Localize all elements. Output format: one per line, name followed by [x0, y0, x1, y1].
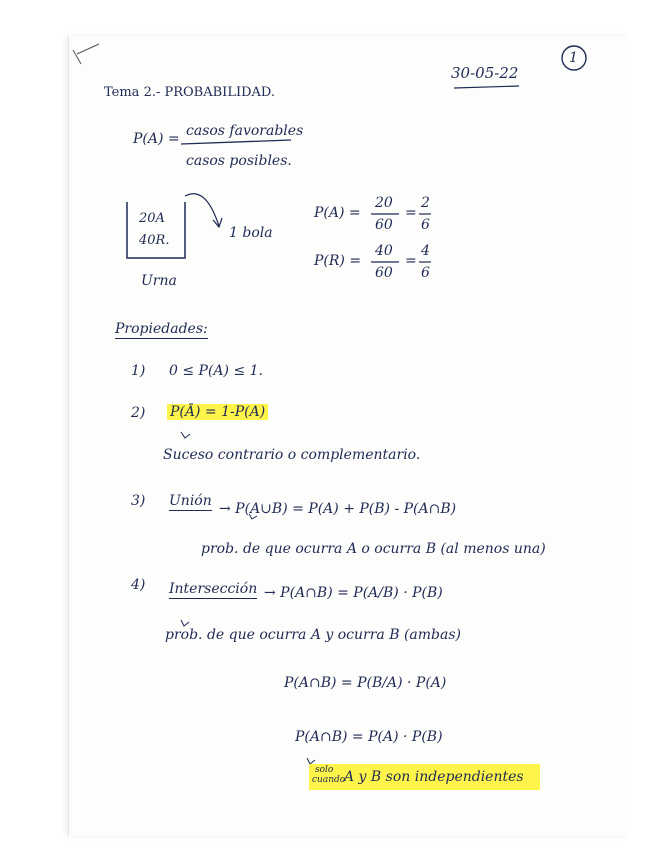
condition-small-1: solo [315, 765, 334, 775]
condition-small-2: cuando [312, 775, 346, 785]
page-title: Tema 2.- PROBABILIDAD. [104, 85, 275, 100]
property-1-text: 0 ≤ P(A) ≤ 1. [169, 363, 263, 379]
property-4-number: 4) [131, 577, 146, 593]
pr-lhs: P(R) = [314, 253, 362, 269]
pr-res-den: 6 [421, 265, 430, 281]
property-3-label: Unión [169, 493, 212, 509]
pa-lhs: P(A) = [314, 205, 361, 221]
property-4-label: Intersección [169, 581, 258, 597]
handwriting-strokes [69, 36, 629, 836]
property-4-formula: → P(A∩B) = P(A/B) · P(B) [264, 585, 443, 601]
property-2-note: Suceso contrario o complementario. [163, 447, 421, 463]
urn-caption: Urna [141, 273, 177, 289]
property-3-formula: → P(A∪B) = P(A) + P(B) - P(A∩B) [219, 501, 457, 517]
pr-eq: = [405, 253, 417, 269]
page-number: 1 [569, 50, 578, 66]
property-2-number: 2) [131, 405, 146, 421]
pr-num: 40 [375, 243, 393, 259]
pa-res-den: 6 [421, 217, 430, 233]
property-1-number: 1) [131, 363, 146, 379]
notebook-page [68, 36, 629, 836]
pa-eq: = [405, 205, 417, 221]
urn-line-2: 40R. [139, 233, 170, 248]
pa-den: 60 [375, 217, 393, 233]
property-4-independent: P(A∩B) = P(A) · P(B) [295, 729, 443, 745]
definition-lhs: P(A) = [133, 131, 180, 147]
properties-heading: Propiedades: [115, 321, 208, 337]
property-4-note: prob. de que ocurra A y ocurra B (ambas) [165, 627, 461, 643]
pa-num: 20 [375, 195, 393, 211]
property-3-note: prob. de que ocurra A o ocurra B (al menos una) [201, 541, 546, 557]
pr-res-num: 4 [421, 243, 430, 259]
property-4-alt: P(A∩B) = P(B/A) · P(A) [284, 675, 447, 691]
urn-arrow-label: 1 bola [229, 225, 273, 241]
pa-res-num: 2 [421, 195, 430, 211]
pr-den: 60 [375, 265, 393, 281]
property-2-formula: P(Ā) = 1-P(A) [167, 404, 268, 420]
definition-denominator: casos posibles. [186, 153, 292, 169]
urn-line-1: 20A [139, 211, 165, 226]
property-3-number: 3) [131, 493, 146, 509]
condition-text: A y B son independientes [344, 769, 524, 785]
date: 30-05-22 [451, 64, 519, 82]
definition-numerator: casos favorables [186, 123, 304, 139]
